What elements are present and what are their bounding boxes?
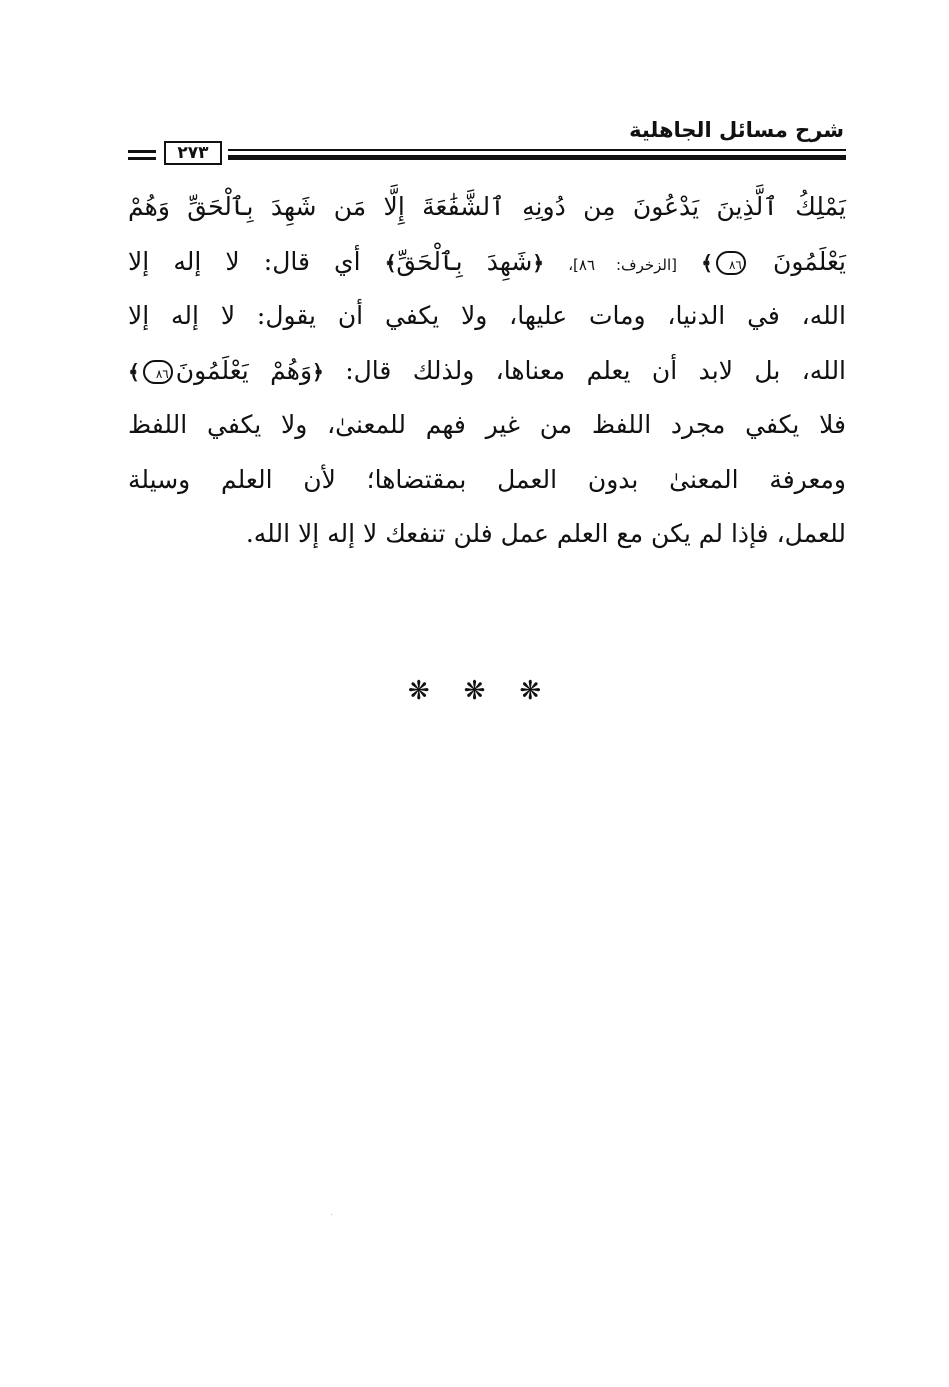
section-divider-asterisks: ❋❋❋ xyxy=(407,676,576,706)
page-header xyxy=(128,112,846,172)
prose-text: فلا يكفي مجرد اللفظ من غير فهم للمعنىٰ، ولا يكفي اللفظ xyxy=(128,410,846,439)
scan-speck xyxy=(331,1214,332,1215)
page-number: ٢٧٣ xyxy=(164,141,222,165)
quoted-verse: شَهِدَ بِٱلْحَقِّ xyxy=(396,246,533,276)
ayah-number-mark: ٨٦ xyxy=(716,251,746,275)
verse-text: يَمْلِكُ ٱلَّذِينَ يَدْعُونَ مِن دُونِهِ ٱلشَّفَٰعَةَ إِلَّا مَن شَهِدَ بِٱلْحَقِّ وَهُمْ xyxy=(128,192,846,221)
running-title: شرح مسائل الجاهلية xyxy=(629,118,844,142)
text-line-2 xyxy=(128,235,846,290)
quran-bracket-close: ﴾ xyxy=(701,250,713,275)
text-line-6 xyxy=(128,453,846,508)
quran-bracket-close: ﴾ xyxy=(128,359,140,384)
text-line-4 xyxy=(128,344,846,399)
header-dash xyxy=(128,150,156,153)
verse-text: يَعْلَمُونَ xyxy=(772,246,846,276)
text-line-7 xyxy=(128,507,846,562)
text-line-5 xyxy=(128,398,846,453)
header-rule-thin xyxy=(228,149,846,151)
quoted-verse: وَهُمْ يَعْلَمُونَ xyxy=(175,355,313,385)
surah-citation: [الزخرف: ٨٦]، xyxy=(568,255,677,274)
quran-bracket-open: ﴿ xyxy=(532,250,545,275)
prose-text: أي قال: لا إله إلا xyxy=(128,246,361,276)
header-dash xyxy=(128,157,156,160)
quran-bracket-open: ﴿ xyxy=(312,359,324,384)
header-rule-thick xyxy=(228,155,846,160)
prose-text: الله، في الدنيا، ومات عليها، ولا يكفي أن يقول: لا إله إلا xyxy=(128,301,846,330)
prose-text: للعمل، فإذا لم يكن مع العلم عمل فلن تنفعك لا إله إلا الله. xyxy=(245,519,846,548)
prose-text: الله، بل لابد أن يعلم معناها، ولذلك قال: xyxy=(345,355,847,385)
body-text xyxy=(128,180,846,562)
text-line-1 xyxy=(128,180,846,235)
quran-bracket-close: ﴾ xyxy=(384,250,397,275)
text-line-3 xyxy=(128,289,846,344)
prose-text: ومعرفة المعنىٰ بدون العمل بمقتضاها؛ لأن العلم وسيلة xyxy=(128,464,846,494)
ayah-number-mark: ٨٦ xyxy=(143,360,173,384)
